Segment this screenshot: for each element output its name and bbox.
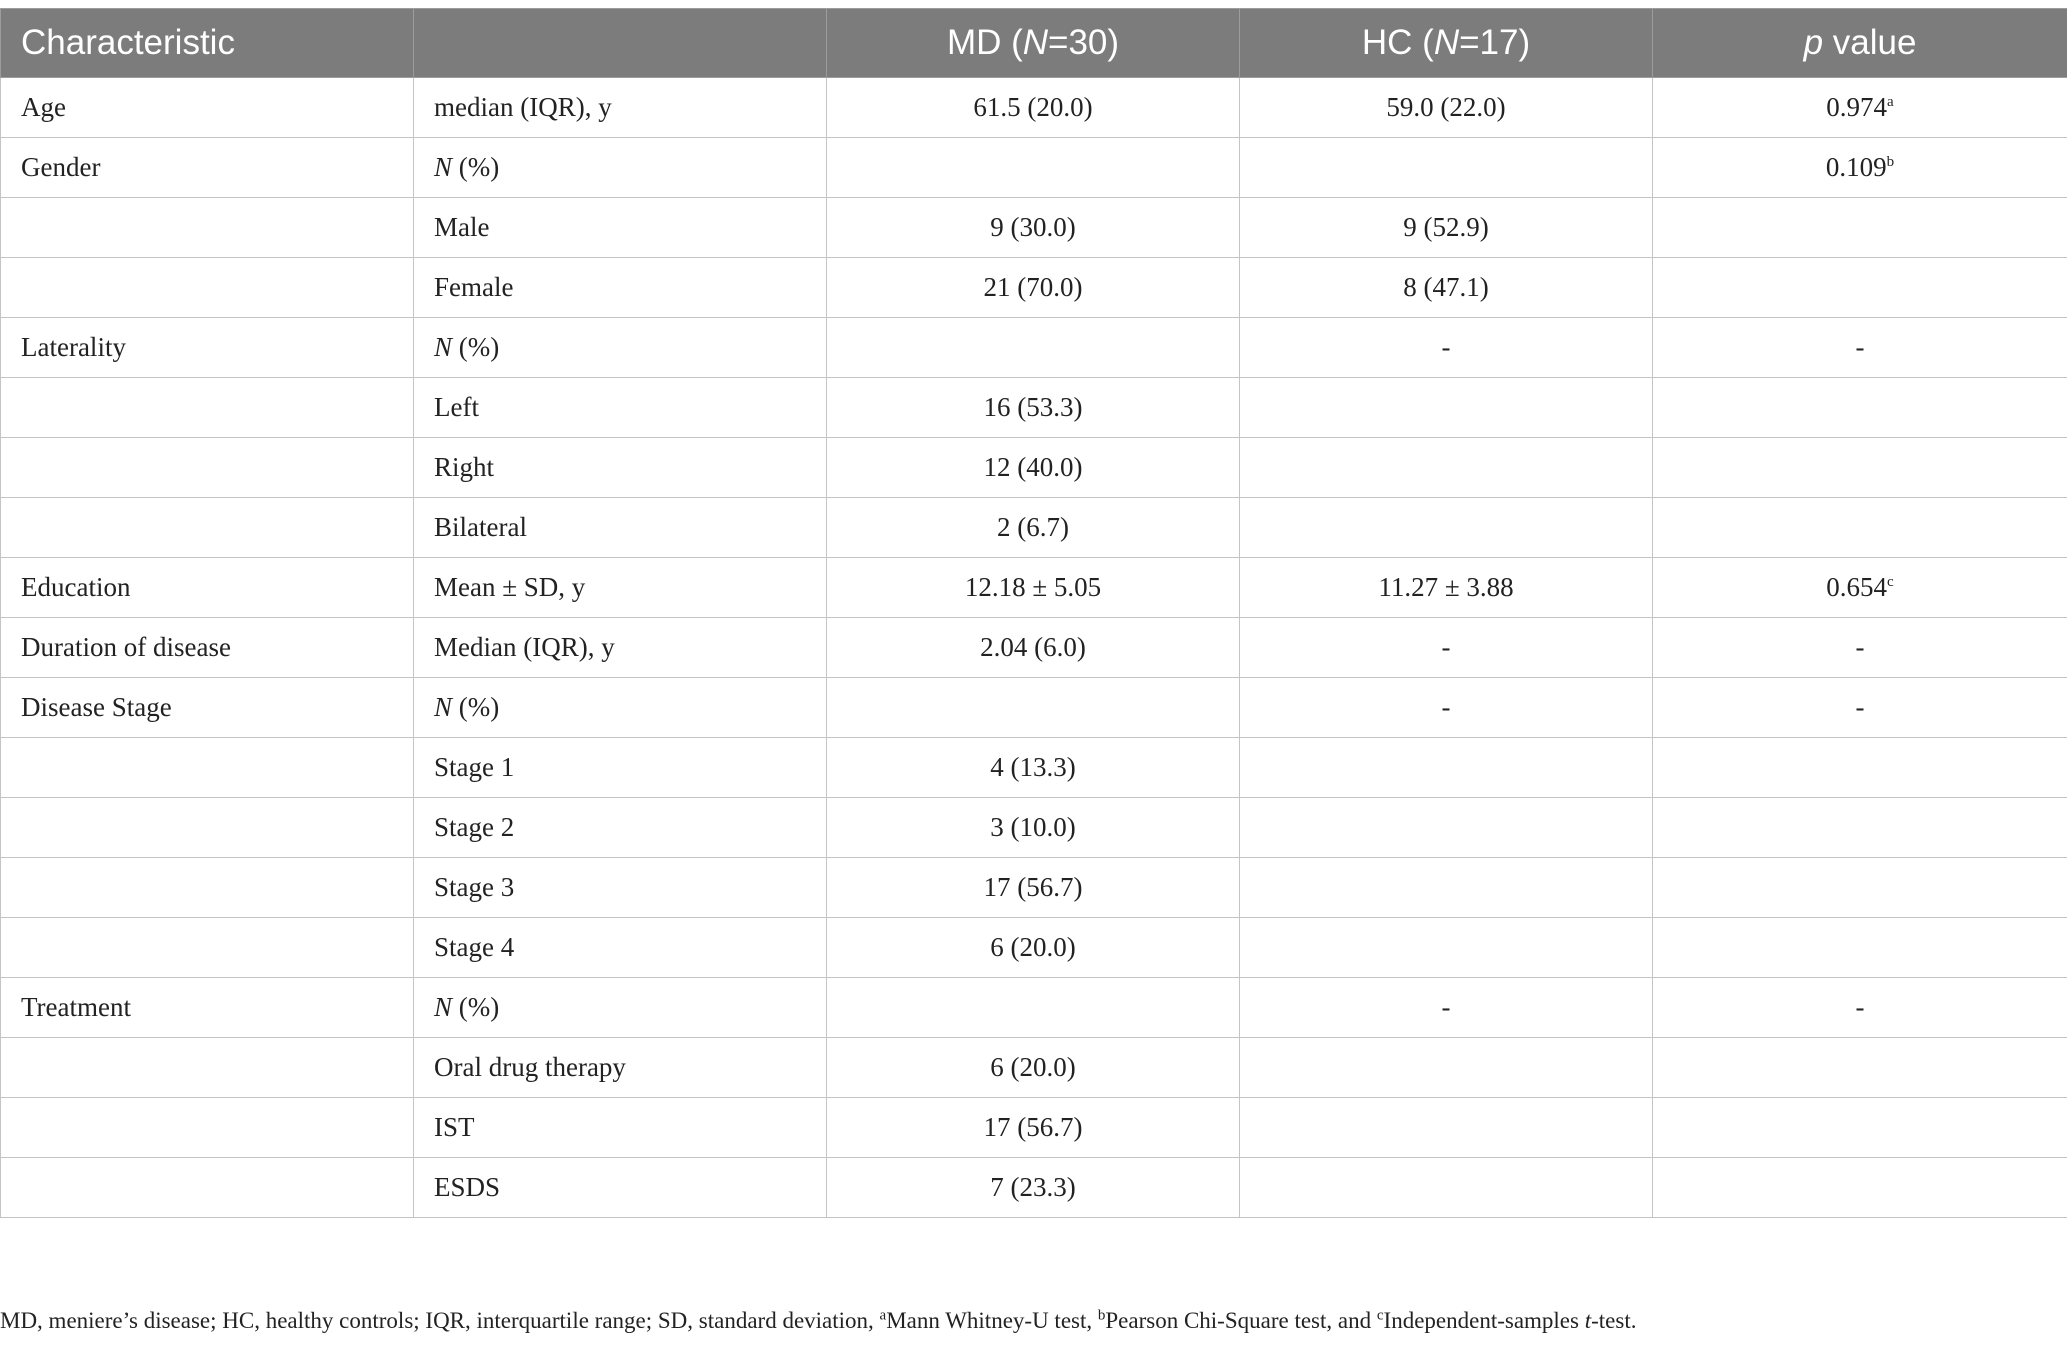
table-row xyxy=(1,378,2067,438)
cell-p-value xyxy=(1653,918,2067,978)
measure-rest: (%) xyxy=(452,332,500,362)
cell-characteristic xyxy=(1,798,414,858)
cell-md: 17 (56.7) xyxy=(827,1098,1240,1158)
cell-md: 12.18 ± 5.05 xyxy=(827,558,1240,618)
cell-hc xyxy=(1240,918,1653,978)
footnote-text: Mann Whitney-U test, xyxy=(886,1308,1098,1333)
cell-hc: - xyxy=(1240,618,1653,678)
table-row xyxy=(1,438,2067,498)
footnote-text: Independent-samples xyxy=(1383,1308,1585,1333)
cell-characteristic xyxy=(1,918,414,978)
cell-p-value xyxy=(1653,678,2067,738)
table-row xyxy=(1,258,2067,318)
header-hc-n: N xyxy=(1433,23,1460,62)
measure-rest: (%) xyxy=(452,692,500,722)
cell-p-value xyxy=(1653,138,2067,198)
table-row xyxy=(1,1098,2067,1158)
cell-measure: Left xyxy=(414,378,827,438)
cell-p-value xyxy=(1653,738,2067,798)
cell-characteristic xyxy=(1,198,414,258)
cell-p-value xyxy=(1653,798,2067,858)
table-row xyxy=(1,918,2067,978)
p-value-text: - xyxy=(1855,992,1865,1022)
cell-p-value xyxy=(1653,978,2067,1038)
cell-hc xyxy=(1240,138,1653,198)
header-hc-prefix: HC ( xyxy=(1361,23,1434,62)
table-row xyxy=(1,798,2067,858)
table-row xyxy=(1,1038,2067,1098)
cell-hc xyxy=(1240,378,1653,438)
cell-md: 2 (6.7) xyxy=(827,498,1240,558)
cell-md: 4 (13.3) xyxy=(827,738,1240,798)
cell-measure xyxy=(414,678,827,738)
cell-characteristic xyxy=(1,858,414,918)
p-value-sup: a xyxy=(1887,94,1894,110)
cell-md: 21 (70.0) xyxy=(827,258,1240,318)
cell-p-value xyxy=(1653,1158,2067,1218)
measure-rest: (%) xyxy=(452,152,500,182)
cell-md xyxy=(827,978,1240,1038)
table-row xyxy=(1,198,2067,258)
cell-characteristic: Age xyxy=(1,78,414,138)
header-measure xyxy=(414,9,827,78)
cell-p-value xyxy=(1653,438,2067,498)
cell-hc: - xyxy=(1240,678,1653,738)
cell-characteristic: Duration of disease xyxy=(1,618,414,678)
table-row xyxy=(1,558,2067,618)
cell-measure xyxy=(414,138,827,198)
header-md-prefix: MD ( xyxy=(946,23,1023,62)
cell-measure xyxy=(414,318,827,378)
p-value-text: 0.974 xyxy=(1826,92,1888,122)
cell-characteristic xyxy=(1,378,414,438)
cell-md: 9 (30.0) xyxy=(827,198,1240,258)
cell-characteristic xyxy=(1,1038,414,1098)
cell-measure: ESDS xyxy=(414,1158,827,1218)
table-row xyxy=(1,618,2067,678)
header-md-suffix: =30) xyxy=(1048,23,1120,62)
cell-md xyxy=(827,138,1240,198)
cell-hc xyxy=(1240,798,1653,858)
table-row xyxy=(1,78,2067,138)
cell-p-value xyxy=(1653,318,2067,378)
cell-characteristic: Treatment xyxy=(1,978,414,1038)
cell-md xyxy=(827,678,1240,738)
cell-md xyxy=(827,318,1240,378)
table-body xyxy=(1,78,2067,1218)
footnote-text: MD, meniere’s disease; HC, healthy controls; IQR, interquartile range; SD, standard deviation, xyxy=(0,1308,880,1333)
cell-p-value xyxy=(1653,558,2067,618)
header-p-rest: value xyxy=(1823,23,1917,62)
footnote-text: Pearson Chi-Square test, and xyxy=(1105,1308,1377,1333)
cell-measure xyxy=(414,978,827,1038)
cell-hc: 9 (52.9) xyxy=(1240,198,1653,258)
cell-md: 6 (20.0) xyxy=(827,918,1240,978)
table-row xyxy=(1,1158,2067,1218)
cell-md: 3 (10.0) xyxy=(827,798,1240,858)
cell-characteristic: Education xyxy=(1,558,414,618)
cell-hc xyxy=(1240,1158,1653,1218)
cell-md: 7 (23.3) xyxy=(827,1158,1240,1218)
measure-italic: N xyxy=(434,332,453,362)
cell-measure: Stage 1 xyxy=(414,738,827,798)
cell-measure: Right xyxy=(414,438,827,498)
cell-measure: IST xyxy=(414,1098,827,1158)
header-p-italic: p xyxy=(1803,23,1824,62)
cell-characteristic: Laterality xyxy=(1,318,414,378)
footnote-text: -test. xyxy=(1591,1308,1637,1333)
cell-measure: Stage 4 xyxy=(414,918,827,978)
cell-measure: Female xyxy=(414,258,827,318)
cell-measure: Stage 2 xyxy=(414,798,827,858)
cell-hc xyxy=(1240,738,1653,798)
p-value-sup: c xyxy=(1887,574,1894,590)
cell-p-value xyxy=(1653,1038,2067,1098)
cell-characteristic xyxy=(1,1098,414,1158)
cell-measure: Mean ± SD, y xyxy=(414,558,827,618)
measure-rest: (%) xyxy=(452,992,500,1022)
table-footnote xyxy=(0,1308,1636,1334)
cell-hc: 8 (47.1) xyxy=(1240,258,1653,318)
cell-characteristic: Gender xyxy=(1,138,414,198)
characteristics-table xyxy=(0,8,2067,1218)
header-md-n: N xyxy=(1022,23,1049,62)
cell-md: 12 (40.0) xyxy=(827,438,1240,498)
p-value-text: - xyxy=(1855,632,1865,662)
cell-measure: Bilateral xyxy=(414,498,827,558)
table-row xyxy=(1,858,2067,918)
cell-measure: Median (IQR), y xyxy=(414,618,827,678)
cell-md: 6 (20.0) xyxy=(827,1038,1240,1098)
cell-p-value xyxy=(1653,858,2067,918)
cell-characteristic xyxy=(1,1158,414,1218)
p-value-sup: b xyxy=(1886,154,1895,170)
table-row xyxy=(1,738,2067,798)
header-hc xyxy=(1240,9,1653,78)
cell-p-value xyxy=(1653,78,2067,138)
p-value-text: 0.109 xyxy=(1825,152,1887,182)
cell-characteristic xyxy=(1,258,414,318)
cell-hc: 59.0 (22.0) xyxy=(1240,78,1653,138)
cell-p-value xyxy=(1653,258,2067,318)
p-value-text: 0.654 xyxy=(1826,572,1888,602)
cell-characteristic xyxy=(1,498,414,558)
cell-md: 17 (56.7) xyxy=(827,858,1240,918)
cell-md: 2.04 (6.0) xyxy=(827,618,1240,678)
footnote-sup-c: c xyxy=(1376,1307,1384,1324)
cell-measure: Male xyxy=(414,198,827,258)
cell-hc xyxy=(1240,498,1653,558)
header-characteristic: Characteristic xyxy=(1,9,414,78)
cell-hc xyxy=(1240,1098,1653,1158)
footnote-sup-b: b xyxy=(1097,1307,1106,1324)
cell-measure: Oral drug therapy xyxy=(414,1038,827,1098)
table-row xyxy=(1,498,2067,558)
cell-md: 61.5 (20.0) xyxy=(827,78,1240,138)
measure-italic: N xyxy=(434,152,453,182)
footnote-t-italic: t xyxy=(1584,1308,1592,1333)
p-value-text: - xyxy=(1855,332,1865,362)
table-header-row xyxy=(1,9,2067,78)
cell-measure: median (IQR), y xyxy=(414,78,827,138)
cell-p-value xyxy=(1653,498,2067,558)
footnote-sup-a: a xyxy=(879,1307,887,1324)
measure-italic: N xyxy=(434,992,453,1022)
cell-md: 16 (53.3) xyxy=(827,378,1240,438)
cell-hc xyxy=(1240,1038,1653,1098)
cell-characteristic xyxy=(1,438,414,498)
header-p-value xyxy=(1653,9,2067,78)
cell-hc: 11.27 ± 3.88 xyxy=(1240,558,1653,618)
table-row xyxy=(1,678,2067,738)
cell-p-value xyxy=(1653,198,2067,258)
cell-p-value xyxy=(1653,1098,2067,1158)
p-value-text: - xyxy=(1855,692,1865,722)
table-row xyxy=(1,318,2067,378)
cell-hc xyxy=(1240,858,1653,918)
measure-italic: N xyxy=(434,692,453,722)
cell-hc: - xyxy=(1240,978,1653,1038)
cell-hc xyxy=(1240,438,1653,498)
cell-characteristic xyxy=(1,738,414,798)
table-row xyxy=(1,978,2067,1038)
cell-hc: - xyxy=(1240,318,1653,378)
cell-p-value xyxy=(1653,378,2067,438)
header-md xyxy=(827,9,1240,78)
header-hc-suffix: =17) xyxy=(1459,23,1531,62)
table-row xyxy=(1,138,2067,198)
cell-characteristic: Disease Stage xyxy=(1,678,414,738)
cell-p-value xyxy=(1653,618,2067,678)
cell-measure: Stage 3 xyxy=(414,858,827,918)
